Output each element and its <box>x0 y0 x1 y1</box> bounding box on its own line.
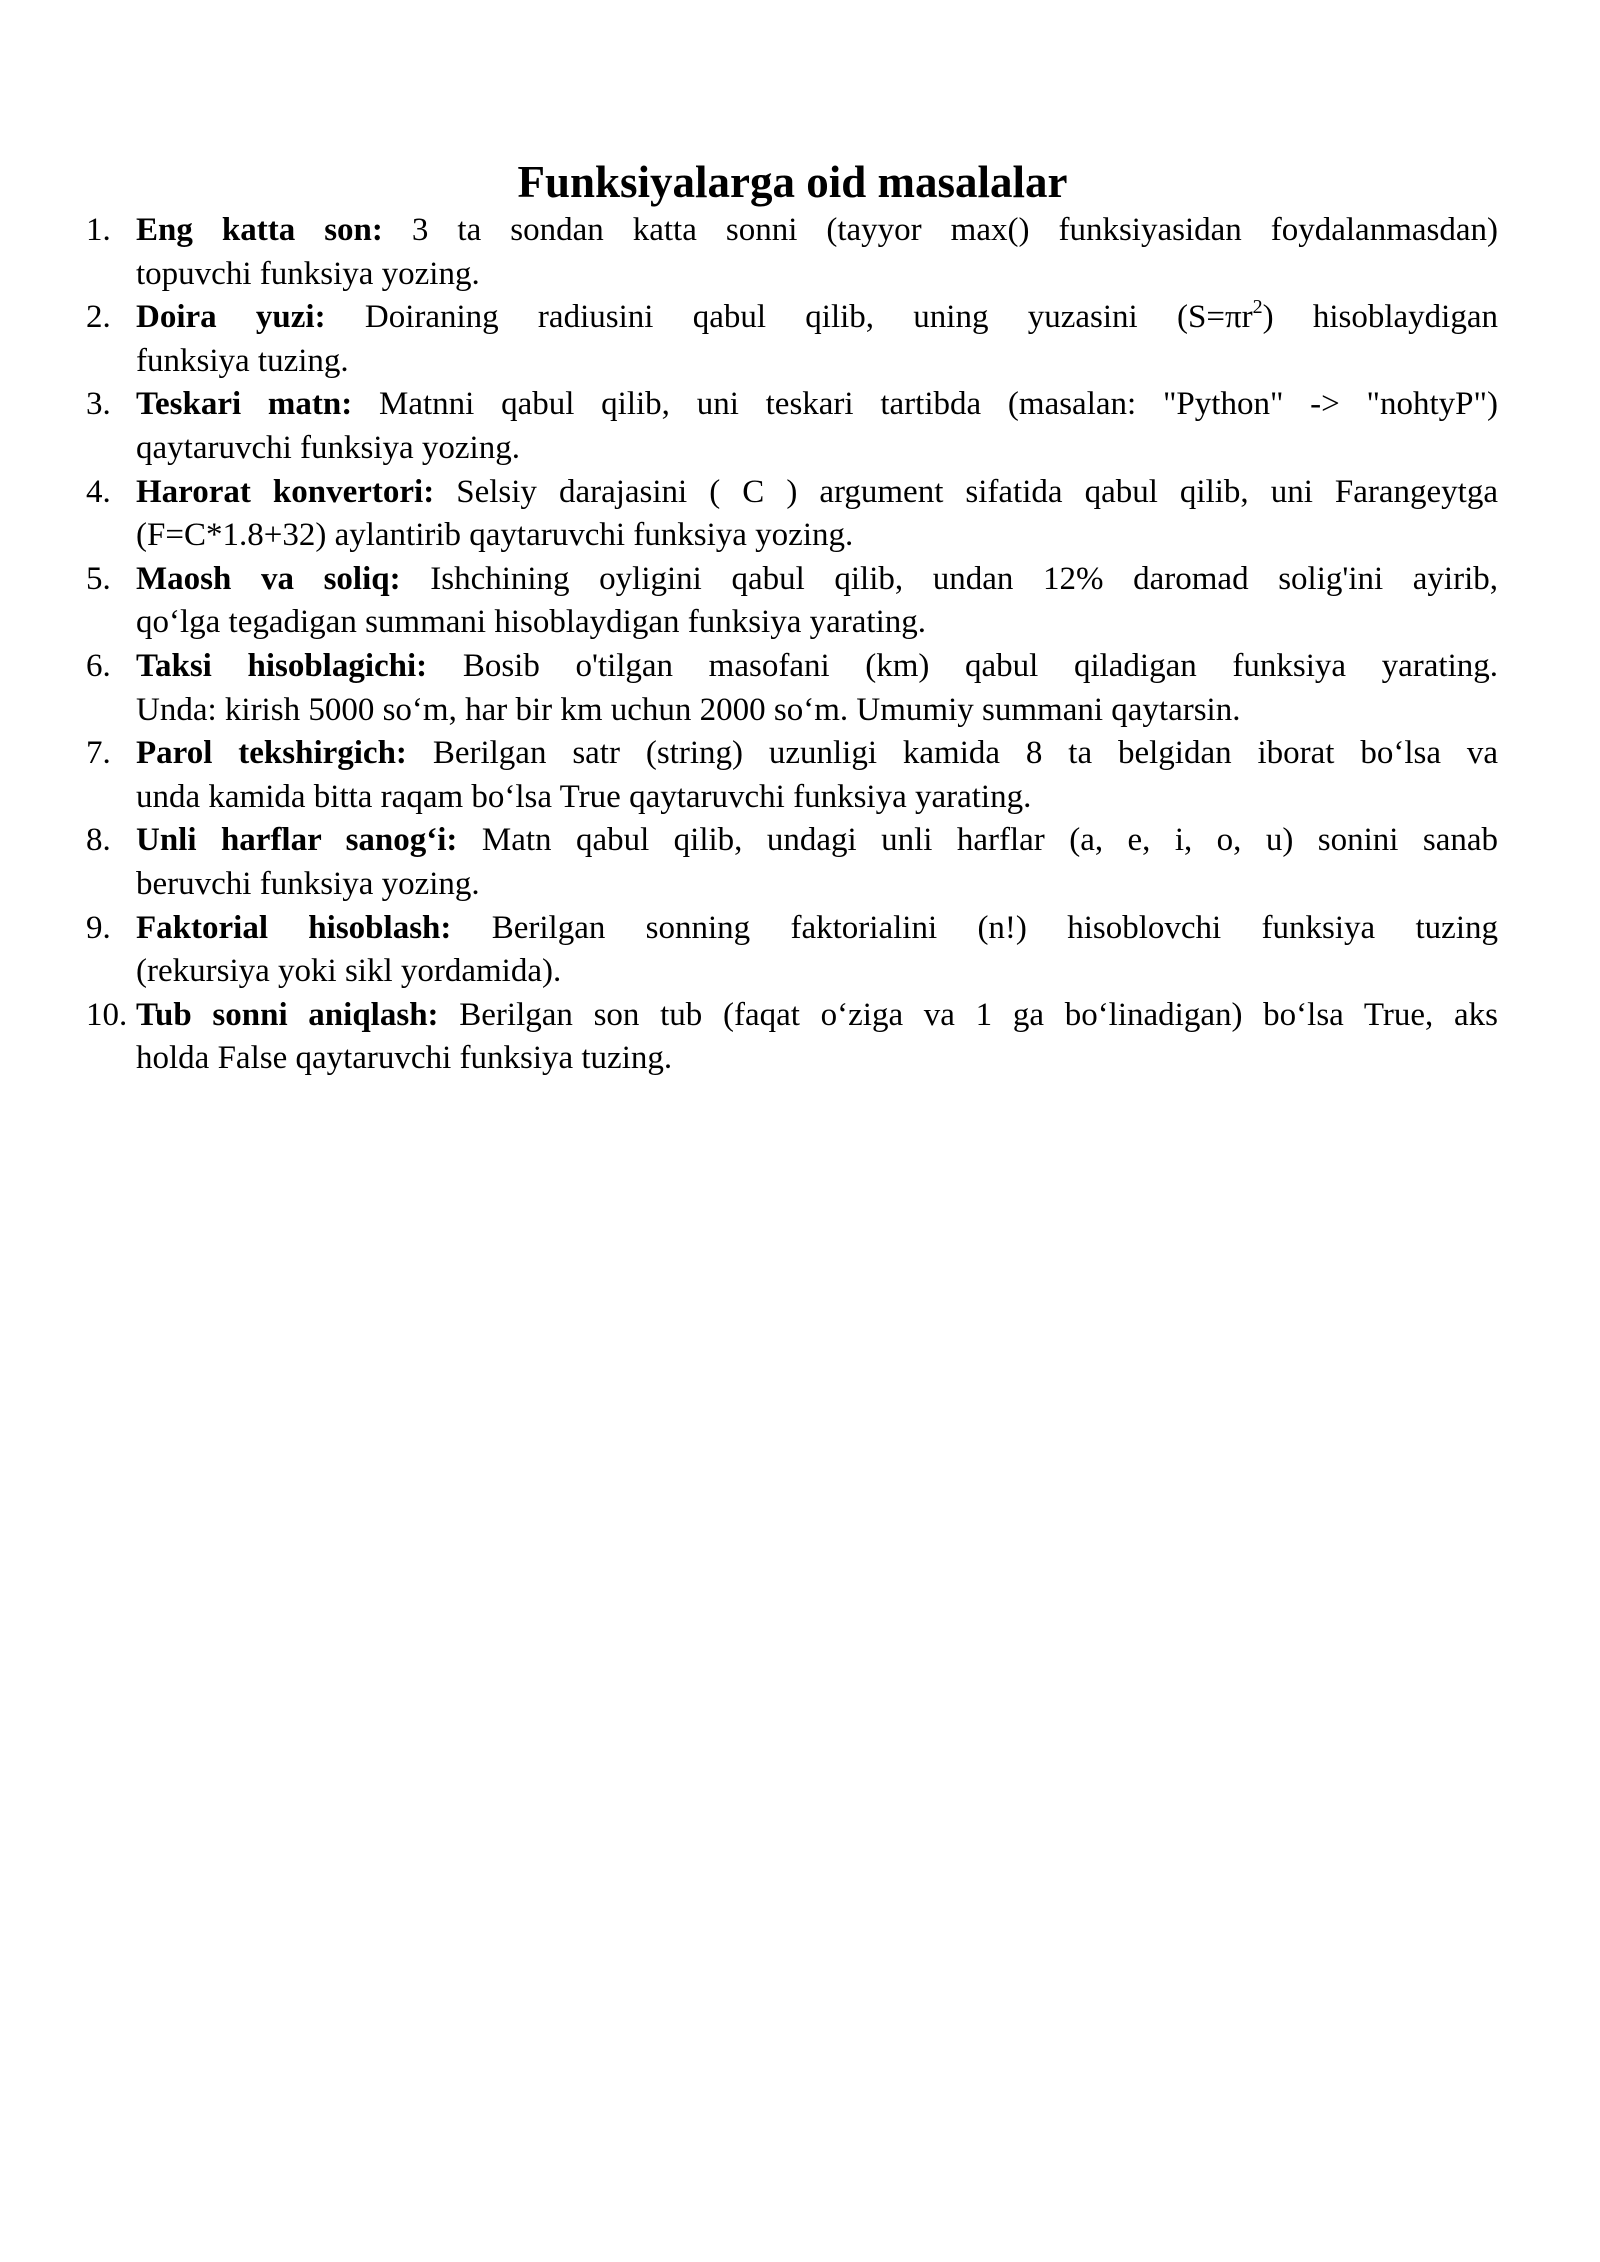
task-text: Matnni qabul qilib, uni teskari tartibda (masalan: "Python" -> "nohtyP") <box>379 386 1498 423</box>
task-number: 5. <box>86 560 111 597</box>
task-line <box>136 558 1498 602</box>
task-text: Bosib o'tilgan masofani (km) qabul qiladigan funksiya yarating. <box>462 647 1498 684</box>
document-title: Funksiyalarga oid masalalar <box>517 157 1068 207</box>
task-text: qaytaruvchi funksiya yozing. <box>136 429 520 466</box>
task-text: Ishchining oyligini qabul qilib, undan 12% daromad solig'ini ayirib, <box>430 560 1498 597</box>
task-number: 2. <box>86 299 111 336</box>
task-line <box>136 209 1498 253</box>
task-line <box>136 819 1498 863</box>
task-item-10 <box>86 994 1498 1081</box>
task-item-8 <box>86 819 1498 906</box>
task-text: Doiraning radiusini qabul qilib, uning yuzasini (S=πr <box>364 299 1253 336</box>
task-name: Harorat konvertori: <box>136 473 435 510</box>
task-item-3 <box>86 383 1498 470</box>
task-number: 4. <box>86 473 111 510</box>
task-text: (F=C*1.8+32) aylantirib qaytaruvchi funksiya yozing. <box>136 517 854 554</box>
task-number: 10. <box>86 996 128 1033</box>
task-text: Matn qabul qilib, undagi unli harflar (a, e, i, o, u) sonini sanab <box>481 822 1499 859</box>
task-line <box>136 471 1498 515</box>
task-text: holda False qaytaruvchi funksiya tuzing. <box>136 1040 673 1077</box>
task-text: Berilgan satr (string) uzunligi kamida 8 ta belgidan iborat bo‘lsa va <box>432 735 1499 772</box>
task-item-4 <box>86 471 1498 558</box>
task-text: Berilgan son tub (faqat o‘ziga va 1 ga bo‘linadigan) bo‘lsa True, aks <box>459 996 1499 1033</box>
task-text: qo‘lga tegadigan summani hisoblaydigan funksiya yarating. <box>136 604 926 641</box>
task-item-9 <box>86 907 1498 994</box>
task-name: Maosh va soliq: <box>136 560 401 597</box>
task-item-1 <box>86 209 1498 296</box>
task-number: 1. <box>86 212 111 248</box>
task-text: topuvchi funksiya yozing. <box>136 255 480 292</box>
task-number: 9. <box>86 909 111 946</box>
task-number: 8. <box>86 822 111 859</box>
task-item-6 <box>86 645 1498 732</box>
task-name: Doira yuzi: <box>136 299 326 336</box>
task-name: Taksi hisoblagichi: <box>136 647 428 684</box>
superscript: 2 <box>1252 296 1263 319</box>
task-text: Selsiy darajasini ( C ) argument sifatida qabul qilib, uni Farangeytga <box>456 473 1498 510</box>
task-item-5 <box>86 558 1498 645</box>
task-line <box>136 383 1498 427</box>
task-line <box>136 907 1498 951</box>
task-text: 3 ta sondan katta sonni (tayyor max() funksiyasidan foydalanmasdan) <box>411 212 1499 248</box>
task-text: Berilgan sonning faktorialini (n!) hisoblovchi funksiya tuzing <box>491 909 1499 946</box>
task-number: 3. <box>86 386 111 423</box>
task-name: Tub sonni aniqlash: <box>136 996 439 1033</box>
task-text: (rekursiya yoki sikl yordamida). <box>136 953 562 990</box>
task-text: beruvchi funksiya yozing. <box>136 865 480 902</box>
task-text: ) hisoblaydigan <box>1262 299 1498 336</box>
task-line <box>136 296 1498 340</box>
task-name: Unli harflar sanog‘i: <box>136 822 458 859</box>
task-text: unda kamida bitta raqam bo‘lsa True qaytaruvchi funksiya yarating. <box>136 778 1032 815</box>
task-text: Unda: kirish 5000 so‘m, har bir km uchun 2000 so‘m. Umumiy summani qaytarsin. <box>136 691 1241 728</box>
task-number: 7. <box>86 735 111 772</box>
task-item-2 <box>86 296 1498 383</box>
task-text: funksiya tuzing. <box>136 342 349 379</box>
task-name: Eng katta son: <box>136 212 383 248</box>
task-name: Faktorial hisoblash: <box>136 909 452 946</box>
task-list <box>86 209 1498 1081</box>
task-item-7 <box>86 732 1498 819</box>
task-line <box>136 645 1498 689</box>
task-number: 6. <box>86 647 111 684</box>
task-line <box>136 994 1498 1038</box>
task-name: Teskari matn: <box>136 386 353 423</box>
task-name: Parol tekshirgich: <box>136 735 407 772</box>
task-line <box>136 732 1498 776</box>
